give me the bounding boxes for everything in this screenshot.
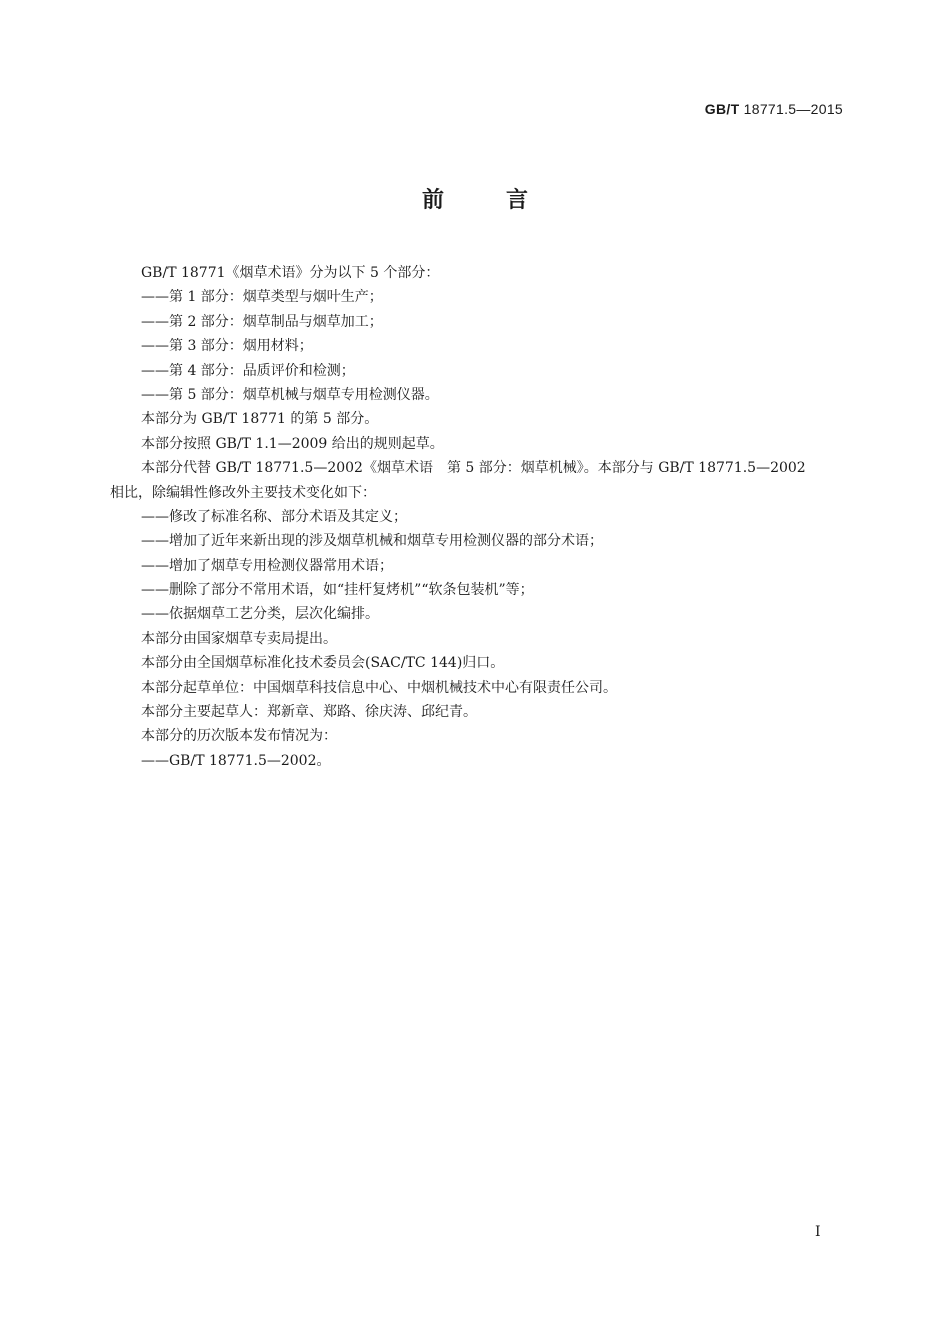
paragraph-line: 本部分按照 GB/T 1.1—2009 给出的规则起草。 (141, 435, 444, 452)
paragraph-line: 相比，除编辑性修改外主要技术变化如下： (110, 484, 376, 501)
standard-number: 18771.5—2015 (743, 101, 843, 117)
paragraph-line: GB/T 18771《烟草术语》分为以下 5 个部分： (141, 265, 440, 281)
list-item: ——第 3 部分：烟用材料； (141, 338, 313, 355)
standard-code: GB/T (704, 101, 740, 117)
list-item: ——第 2 部分：烟草制品与烟草加工； (141, 313, 383, 330)
paragraph-line: 本部分代替 GB/T 18771.5—2002《烟草术语 第 5 部分：烟草机械》。本部分与 GB/T 18771.5—2002 (141, 460, 806, 477)
list-item: ——第 4 部分：品质评价和检测； (141, 362, 355, 379)
list-item: ——修改了标准名称、部分术语及其定义； (141, 508, 407, 525)
paragraph-line: 本部分由全国烟草标准化技术委员会(SAC/TC 144)归口。 (141, 655, 505, 672)
list-item: ——第 1 部分：烟草类型与烟叶生产； (141, 289, 383, 306)
list-item: ——依据烟草工艺分类，层次化编排。 (141, 606, 379, 623)
list-item: ——增加了近年来新出现的涉及烟草机械和烟草专用检测仪器的部分术语； (141, 533, 603, 550)
list-item: ——第 5 部分：烟草机械与烟草专用检测仪器。 (141, 386, 439, 403)
paragraph-line: 本部分由国家烟草专卖局提出。 (141, 630, 337, 647)
list-item: ——GB/T 18771.5—2002。 (141, 752, 331, 769)
document-number (705, 101, 843, 117)
page-title: 前言 (421, 188, 590, 213)
paragraph-line: 本部分主要起草人：郑新章、郑路、徐庆涛、邱纪青。 (141, 704, 477, 721)
page-number: I (815, 1224, 821, 1240)
list-item: ——增加了烟草专用检测仪器常用术语； (141, 557, 393, 574)
foreword-body (110, 261, 844, 773)
paragraph-line: 本部分的历次版本发布情况为： (141, 728, 337, 745)
list-item: ——删除了部分不常用术语，如“挂杆复烤机”“软条包装机”等； (141, 582, 534, 599)
paragraph-line: 本部分起草单位：中国烟草科技信息中心、中烟机械技术中心有限责任公司。 (141, 679, 617, 696)
paragraph-line: 本部分为 GB/T 18771 的第 5 部分。 (141, 411, 379, 428)
